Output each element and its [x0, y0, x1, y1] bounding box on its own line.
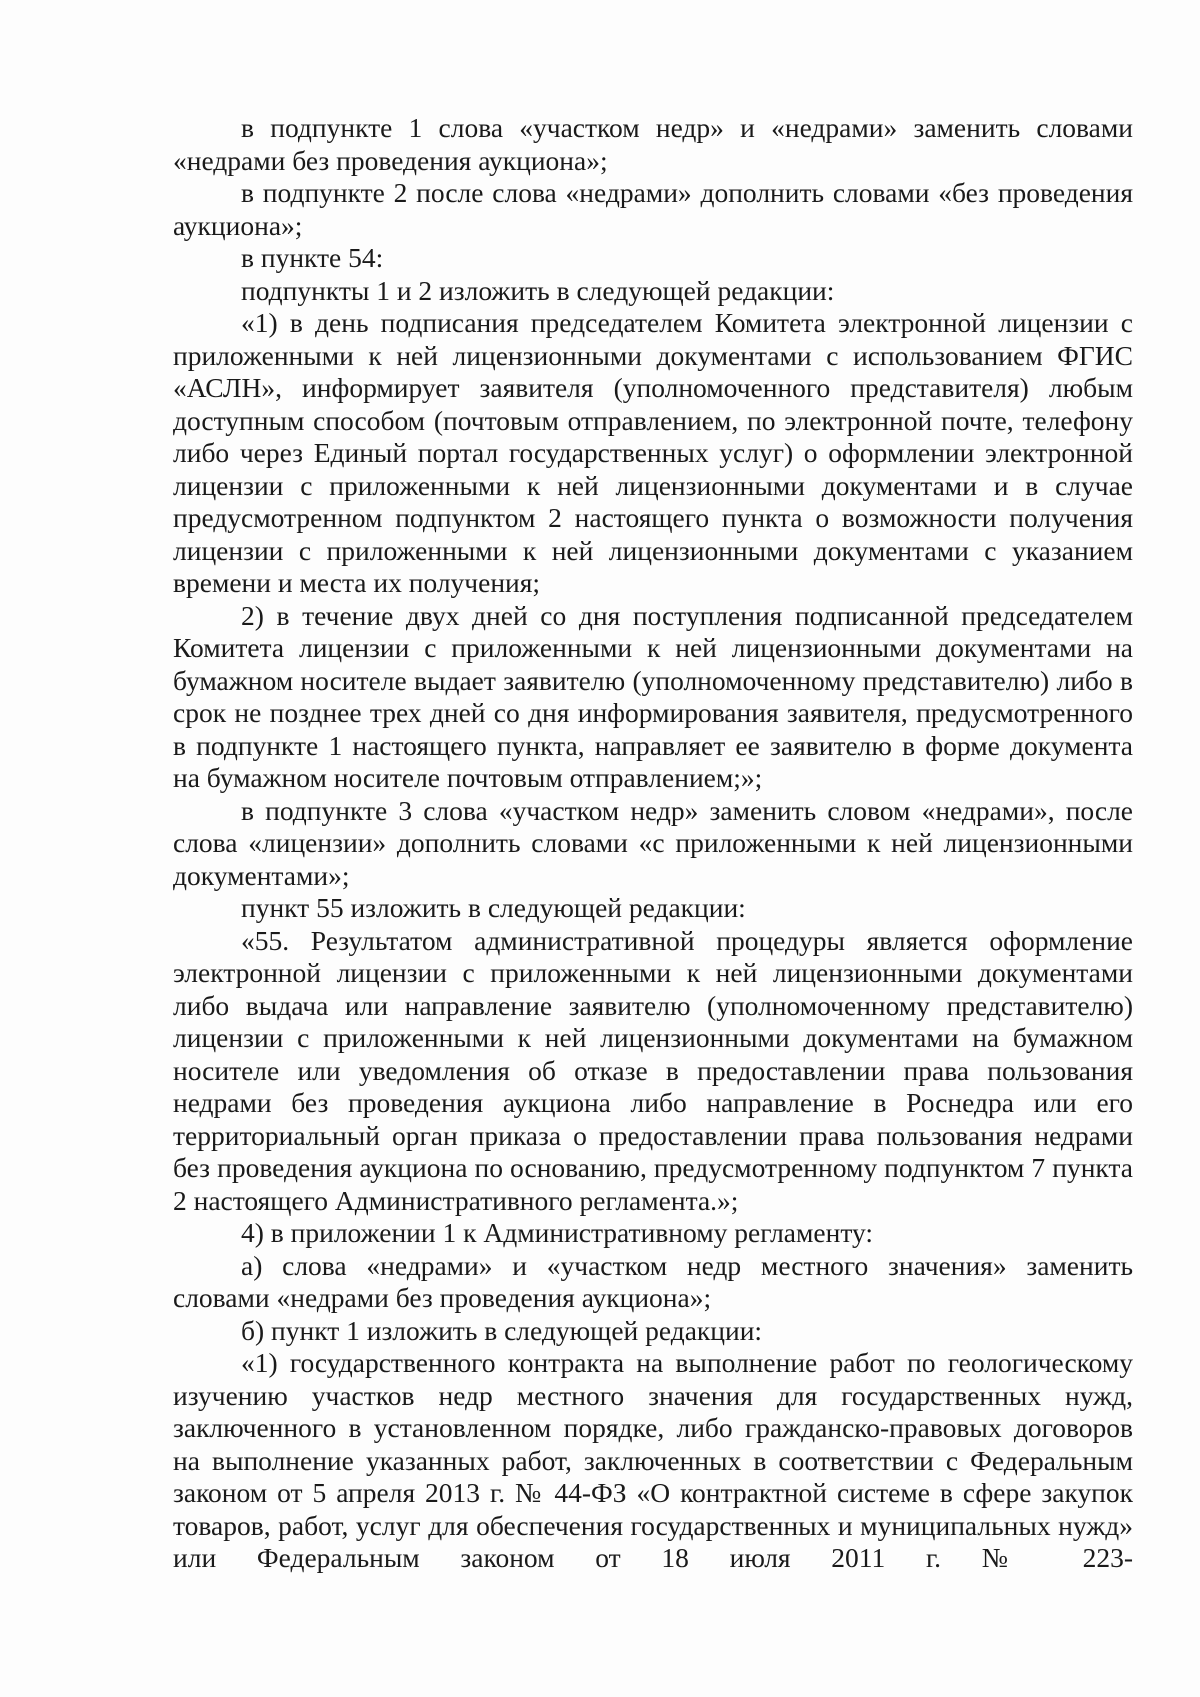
- paragraph-6: 2) в течение двух дней со дня поступления подписанной председателем Комитета лицензии с приложенными к ней лицензионными документами на бумажном носителе выдает заявителю (уполномоченному представителю) либо в срок не позднее трех дней со дня информирования заявителя, предусмотренного в подпункте 1 настоящего пункта, направляет ее заявителю в форме документа на бумажном носителе почтовым отправлением;»;: [173, 599, 1133, 793]
- paragraph-3: в пункте 54:: [241, 242, 384, 273]
- paragraph-12: б) пункт 1 изложить в следующей редакции:: [241, 1314, 763, 1346]
- paragraph-7: в подпункте 3 слова «участком недр» заменить словом «недрами», после слова «лицензии» дополнить словами «с приложенными к ней лицензионными документами»;: [173, 794, 1133, 891]
- paragraph-11: а) слова «недрами» и «участком недр местного значения» заменить словами «недрами без проведения аукциона»;: [173, 1249, 1133, 1313]
- paragraph-4: подпункты 1 и 2 изложить в следующей редакции:: [241, 274, 835, 306]
- paragraph-10: 4) в приложении 1 к Административному регламенту:: [241, 1217, 874, 1248]
- paragraph-13: «1) государственного контракта на выполнение работ по геологическому изучению участков недр местного значения для государственных нужд, заключенного в установленном порядке, либо гражданско-правовых договоров на выполнение указанных работ, заключенных в соответствии с Федеральным законом от 5 апреля 2013 г. № 44-ФЗ «О контрактной системе в сфере закупок товаров, работ, услуг для обеспечения государственных и муниципальных нужд» или Федеральным законом от 18 июля 2011 г. № 223-: [173, 1347, 1133, 1573]
- paragraph-5: «1) в день подписания председателем Комитета электронной лицензии с приложенными к ней лицензионными документами с использованием ФГИС «АСЛН», информирует заявителя (уполномоченного представителя) любым доступным способом (почтовым отправлением, по электронной почте, телефону либо через Единый портал государственных услуг) о оформлении электронной лицензии с приложенными к ней лицензионными документами и в случае предусмотренном подпунктом 2 настоящего пункта о возможности получения лицензии с приложенными к ней лицензионными документами с указанием времени и места их получения;: [173, 307, 1133, 598]
- paragraph-9: «55. Результатом административной процедуры является оформление электронной лицензии с приложенными к ней лицензионными документами либо выдача или направление заявителю (уполномоченному представителю) лицензии с приложенными к ней лицензионными документами на бумажном носителе или уведомления об отказе в предоставлении права пользования недрами без проведения аукциона либо направление в Роснедра или его территориальный орган приказа о предоставлении права пользования недрами без проведения аукциона по основанию, предусмотренному подпунктом 7 пункта 2 настоящего Административного регламента.»;: [173, 924, 1133, 1216]
- paragraph-2: в подпункте 2 после слова «недрами» дополнить словами «без проведения аукциона»;: [173, 177, 1133, 241]
- paragraph-8: пункт 55 изложить в следующей редакции:: [241, 892, 746, 923]
- paragraph-1: в подпункте 1 слова «участком недр» и «недрами» заменить словами «недрами без проведения аукциона»;: [173, 112, 1133, 176]
- document-body: [173, 112, 1133, 1575]
